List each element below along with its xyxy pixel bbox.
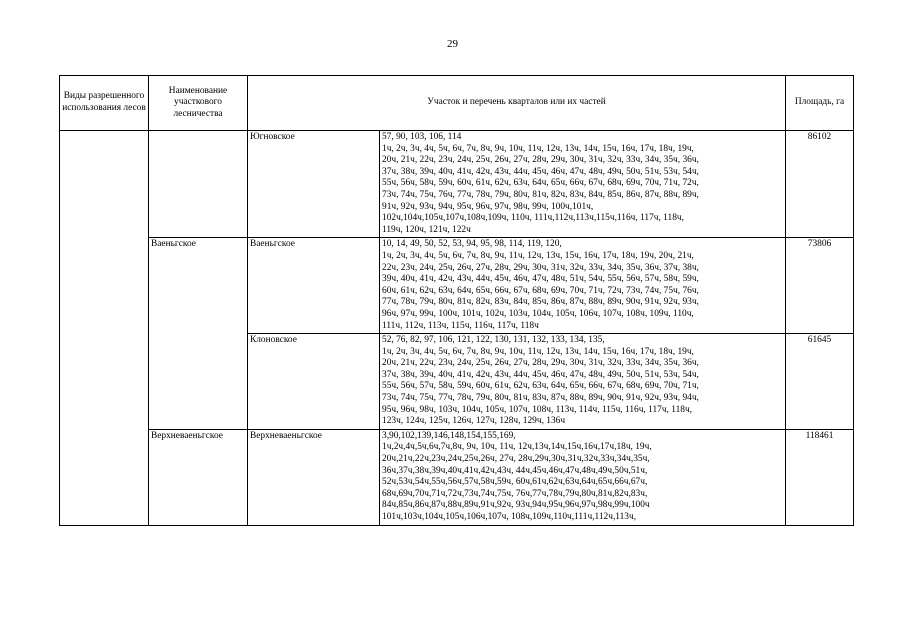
plots-cell (380, 238, 786, 334)
quarter-list-line: 55ч, 56ч, 57ч, 58ч, 59ч, 60ч, 61ч, 62ч, 63ч, 64ч, 65ч, 66ч, 67ч, 68ч, 69ч, 70ч, 71ч, (382, 381, 699, 392)
plots-cell (380, 334, 786, 430)
site-cell: Ваеньгское (248, 238, 380, 334)
quarter-list-line: 10, 14, 49, 50, 52, 53, 94, 95, 98, 114, 119, 120, (382, 239, 562, 250)
quarter-list-line: 68ч,69ч,70ч,71ч,72ч,73ч,74ч,75ч, 76ч,77ч,78ч,79ч,80ч,81ч,82ч,83ч, (382, 488, 648, 499)
header-use-type: Виды разрешенного использования лесов (60, 76, 149, 131)
site-cell: Клоновское (248, 334, 380, 430)
quarter-list-line: 1ч, 2ч, 3ч, 4ч, 5ч, 6ч, 7ч, 8ч, 9ч, 10ч, 11ч, 12ч, 13ч, 14ч, 15ч, 16ч, 17ч, 18ч, 19ч, (382, 143, 694, 154)
quarter-list-line: 57, 90, 103, 106, 114 (382, 132, 462, 142)
header-district: Наименование участкового лесничества (149, 76, 248, 131)
quarter-list-line: 1ч, 2ч, 3ч, 4ч, 5ч, 6ч, 7ч, 8ч, 9ч, 10ч, 11ч, 12ч, 13ч, 14ч, 15ч, 16ч, 17ч, 18ч, 19ч, (382, 346, 694, 357)
quarter-list-line: 20ч, 21ч, 22ч, 23ч, 24ч, 25ч, 26ч, 27ч, 28ч, 29ч, 30ч, 31ч, 32ч, 33ч, 34ч, 35ч, 36ч, (382, 155, 699, 166)
page-number: 29 (447, 38, 458, 50)
quarter-list-line: 37ч, 38ч, 39ч, 40ч, 41ч, 42ч, 43ч, 44ч, 45ч, 46ч, 47ч, 48ч, 49ч, 50ч, 51ч, 53ч, 54ч, (382, 166, 699, 177)
quarter-list-line: 1ч, 2ч, 3ч, 4ч, 5ч, 6ч, 7ч, 8ч, 9ч, 11ч, 12ч, 13ч, 15ч, 16ч, 17ч, 18ч, 19ч, 20ч, 21ч, (382, 250, 694, 261)
district-cell: Верхневаеньгское (149, 429, 248, 525)
table-row (60, 131, 854, 238)
quarter-list-line: 22ч, 23ч, 24ч, 25ч, 26ч, 27ч, 28ч, 29ч, 30ч, 31ч, 32ч, 33ч, 34ч, 35ч, 36ч, 37ч, 38ч, (382, 262, 699, 273)
quarter-list-line: 20ч, 21ч, 22ч, 23ч, 24ч, 25ч, 26ч, 27ч, 28ч, 29ч, 30ч, 31ч, 32ч, 33ч, 34ч, 35ч, 36ч, (382, 358, 699, 369)
area-cell: 61645 (786, 334, 854, 430)
header-area: Площадь, га (786, 76, 854, 131)
quarter-list-line: 55ч, 56ч, 58ч, 59ч, 60ч, 61ч, 62ч, 63ч, 64ч, 65ч, 66ч, 67ч, 68ч, 69ч, 70ч, 71ч, 72ч, (382, 178, 699, 189)
quarter-list-line: 95ч, 96ч, 98ч, 103ч, 104ч, 105ч, 107ч, 108ч, 113ч, 114ч, 115ч, 116ч, 117ч, 118ч, (382, 404, 693, 415)
quarter-list-line: 73ч, 74ч, 75ч, 77ч, 78ч, 79ч, 80ч, 81ч, 83ч, 87ч, 88ч, 89ч, 90ч, 91ч, 92ч, 93ч, 94ч, (382, 393, 699, 404)
quarter-list-line: 52ч,53ч,54ч,55ч,56ч,57ч,58ч,59ч, 60ч,61ч,62ч,63ч,64ч,65ч,66ч,67ч, (382, 477, 648, 488)
district-cell: Ваеньгское (149, 238, 248, 430)
quarter-list-line: 60ч, 61ч, 62ч, 63ч, 64ч, 65ч, 66ч, 67ч, 68ч, 69ч, 70ч, 71ч, 72ч, 73ч, 74ч, 75ч, 76ч, (382, 285, 699, 296)
quarter-list-line: 37ч, 38ч, 39ч, 40ч, 41ч, 42ч, 43ч, 44ч, 45ч, 46ч, 47ч, 48ч, 49ч, 50ч, 51ч, 53ч, 54ч, (382, 369, 699, 380)
quarter-list-line: 91ч, 92ч, 93ч, 94ч, 95ч, 96ч, 97ч, 98ч, 99ч, 100ч,101ч, (382, 201, 594, 212)
quarter-list-line: 3,90,102,139,146,148,154,155,169, (382, 430, 516, 441)
quarter-list-line: 20ч,21ч,22ч,23ч,24ч,25ч,26ч, 27ч, 28ч,29ч,30ч,31ч,32ч,33ч,34ч,35ч, (382, 454, 650, 465)
site-cell: Югновское (248, 131, 380, 238)
quarter-list-line: 1ч,2ч,4ч,5ч,6ч,7ч,8ч, 9ч, 10ч, 11ч, 12ч,13ч,14ч,15ч,16ч,17ч,18ч, 19ч, (382, 442, 652, 453)
header-plots: Участок и перечень кварталов или их частей (248, 76, 786, 131)
table-body (60, 131, 854, 526)
area-cell: 86102 (786, 131, 854, 238)
table-header-row (60, 76, 854, 131)
quarter-list-line: 119ч, 120ч, 121ч, 122ч (382, 224, 471, 235)
forest-quarters-table (59, 75, 854, 526)
plots-cell (380, 429, 786, 525)
quarter-list-line: 123ч, 124ч, 125ч, 126ч, 127ч, 128ч, 129ч, 136ч (382, 416, 566, 427)
table-row (60, 429, 854, 525)
use-type-cell (60, 131, 149, 526)
district-cell (149, 131, 248, 238)
quarter-list-line: 36ч,37ч,38ч,39ч,40ч,41ч,42ч,43ч, 44ч,45ч,46ч,47ч,48ч,49ч,50ч,51ч, (382, 465, 648, 476)
quarter-list-line: 73ч, 74ч, 75ч, 76ч, 77ч, 78ч, 79ч, 80ч, 81ч, 82ч, 83ч, 84ч, 85ч, 86ч, 87ч, 88ч, 89ч, (382, 189, 699, 200)
area-cell: 118461 (786, 429, 854, 525)
quarter-list-line: 84ч,85ч,86ч,87ч,88ч,89ч,91ч,92ч, 93ч,94ч,95ч,96ч,97ч,98ч,99ч,100ч (382, 500, 650, 511)
quarter-list-line: 96ч, 97ч, 99ч, 100ч, 101ч, 102ч, 103ч, 104ч, 105ч, 106ч, 107ч, 108ч, 109ч, 110ч, (382, 308, 694, 319)
quarter-list-line: 111ч, 112ч, 113ч, 115ч, 116ч, 117ч, 118ч (382, 320, 539, 331)
quarter-list-line: 101ч,103ч,104ч,105ч,106ч,107ч, 108ч,109ч,110ч,111ч,112ч,113ч, (382, 512, 637, 522)
quarter-list-line: 77ч, 78ч, 79ч, 80ч, 81ч, 82ч, 83ч, 84ч, 85ч, 86ч, 87ч, 88ч, 89ч, 90ч, 91ч, 92ч, 93ч, (382, 297, 699, 308)
site-cell: Верхневаеньгское (248, 429, 380, 525)
quarter-list-line: 102ч,104ч,105ч,107ч,108ч,109ч, 110ч, 111ч,112ч,113ч,115ч,116ч, 117ч, 118ч, (382, 213, 684, 224)
table-row (60, 238, 854, 334)
quarter-list-line: 39ч, 40ч, 41ч, 42ч, 43ч, 44ч, 45ч, 46ч, 47ч, 48ч, 51ч, 54ч, 55ч, 56ч, 57ч, 58ч, 59ч, (382, 274, 699, 285)
area-cell: 73806 (786, 238, 854, 334)
plots-cell (380, 131, 786, 238)
quarter-list-line: 52, 76, 82, 97, 106, 121, 122, 130, 131, 132, 133, 134, 135, (382, 335, 605, 346)
